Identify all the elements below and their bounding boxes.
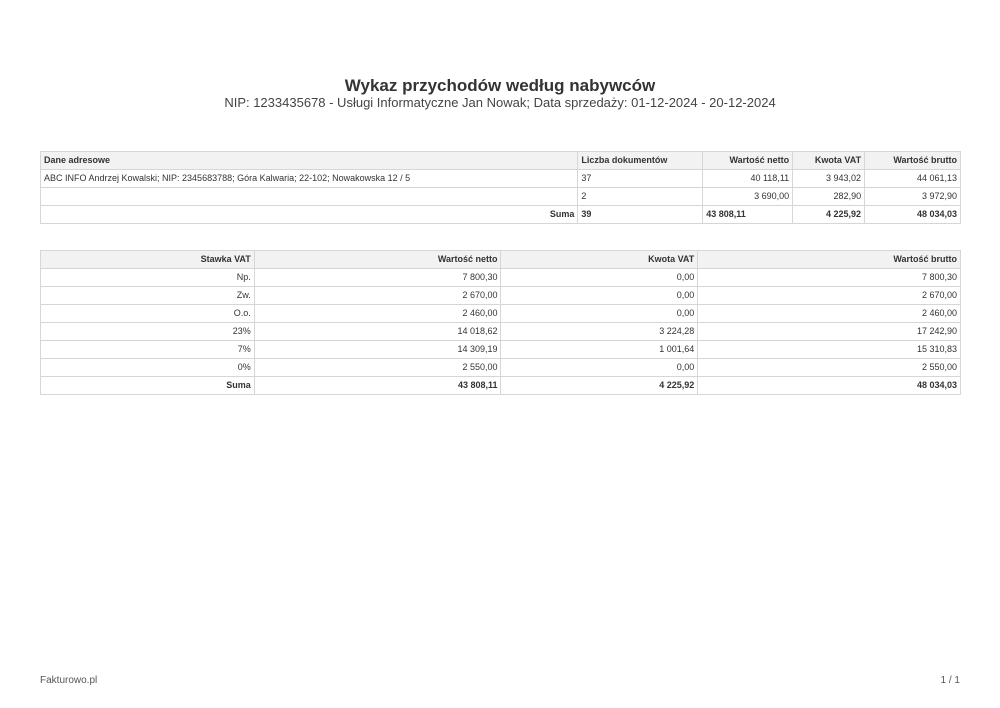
table-cell: 2 bbox=[578, 188, 703, 206]
table-row bbox=[41, 305, 961, 323]
table-cell: 2 460,00 bbox=[254, 305, 501, 323]
table-cell: Np. bbox=[41, 269, 255, 287]
table-cell: 1 001,64 bbox=[501, 341, 698, 359]
table-cell: 15 310,83 bbox=[698, 341, 961, 359]
column-header: Wartość netto bbox=[703, 152, 793, 170]
table-cell: 7 800,30 bbox=[698, 269, 961, 287]
column-header: Dane adresowe bbox=[41, 152, 578, 170]
table-cell: 2 460,00 bbox=[698, 305, 961, 323]
column-header: Wartość brutto bbox=[865, 152, 961, 170]
table-cell: Zw. bbox=[41, 287, 255, 305]
table-cell: 7 800,30 bbox=[254, 269, 501, 287]
table-row bbox=[41, 170, 961, 188]
table-cell: 37 bbox=[578, 170, 703, 188]
table-cell: 14 018,62 bbox=[254, 323, 501, 341]
table-cell: 3 972,90 bbox=[865, 188, 961, 206]
column-header: Liczba dokumentów bbox=[578, 152, 703, 170]
table-row bbox=[41, 323, 961, 341]
table-cell: 0,00 bbox=[501, 305, 698, 323]
table-row bbox=[41, 287, 961, 305]
table-cell: 2 670,00 bbox=[698, 287, 961, 305]
total-cell: 4 225,92 bbox=[793, 206, 865, 224]
column-header: Kwota VAT bbox=[793, 152, 865, 170]
table-cell: 40 118,11 bbox=[703, 170, 793, 188]
table-cell: 282,90 bbox=[793, 188, 865, 206]
table-cell: 3 943,02 bbox=[793, 170, 865, 188]
column-header: Kwota VAT bbox=[501, 251, 698, 269]
total-label: Suma bbox=[41, 206, 578, 224]
column-header: Wartość netto bbox=[254, 251, 501, 269]
table-row bbox=[41, 341, 961, 359]
total-cell: 48 034,03 bbox=[865, 206, 961, 224]
table-cell: 0,00 bbox=[501, 287, 698, 305]
table-cell: 3 224,28 bbox=[501, 323, 698, 341]
table-cell: O.o. bbox=[41, 305, 255, 323]
table-row bbox=[41, 188, 961, 206]
column-header: Wartość brutto bbox=[698, 251, 961, 269]
table-cell: 0,00 bbox=[501, 269, 698, 287]
table-cell: 0,00 bbox=[501, 359, 698, 377]
total-cell: 48 034,03 bbox=[698, 377, 961, 395]
table-cell: 2 670,00 bbox=[254, 287, 501, 305]
table-cell: 23% bbox=[41, 323, 255, 341]
page-number: 1 / 1 bbox=[940, 675, 960, 686]
table-row bbox=[41, 269, 961, 287]
table-cell: ABC INFO Andrzej Kowalski; NIP: 2345683788; Góra Kalwaria; 22-102; Nowakowska 12 / 5 bbox=[41, 170, 578, 188]
column-header: Stawka VAT bbox=[41, 251, 255, 269]
vat-rates-table bbox=[40, 250, 961, 395]
table-cell: 44 061,13 bbox=[865, 170, 961, 188]
table-header-row bbox=[41, 251, 961, 269]
table-row bbox=[41, 359, 961, 377]
table-cell: 2 550,00 bbox=[698, 359, 961, 377]
total-cell: 43 808,11 bbox=[254, 377, 501, 395]
total-label: Suma bbox=[41, 377, 255, 395]
total-cell: 39 bbox=[578, 206, 703, 224]
table-cell: 3 690,00 bbox=[703, 188, 793, 206]
total-cell: 4 225,92 bbox=[501, 377, 698, 395]
table-cell: 7% bbox=[41, 341, 255, 359]
report-title: Wykaz przychodów według nabywców bbox=[344, 76, 656, 95]
report-subtitle: NIP: 1233435678 - Usługi Informatyczne Jan Nowak; Data sprzedaży: 01-12-2024 - 20-12-2024 bbox=[224, 95, 776, 110]
footer-brand: Fakturowo.pl bbox=[40, 675, 98, 686]
table-header-row bbox=[41, 152, 961, 170]
table-cell: 2 550,00 bbox=[254, 359, 501, 377]
table-cell bbox=[41, 188, 578, 206]
table-cell: 17 242,90 bbox=[698, 323, 961, 341]
buyers-table bbox=[40, 151, 961, 224]
table-cell: 14 309,19 bbox=[254, 341, 501, 359]
table-total-row bbox=[41, 377, 961, 395]
total-cell: 43 808,11 bbox=[703, 206, 793, 224]
table-cell: 0% bbox=[41, 359, 255, 377]
table-total-row bbox=[41, 206, 961, 224]
